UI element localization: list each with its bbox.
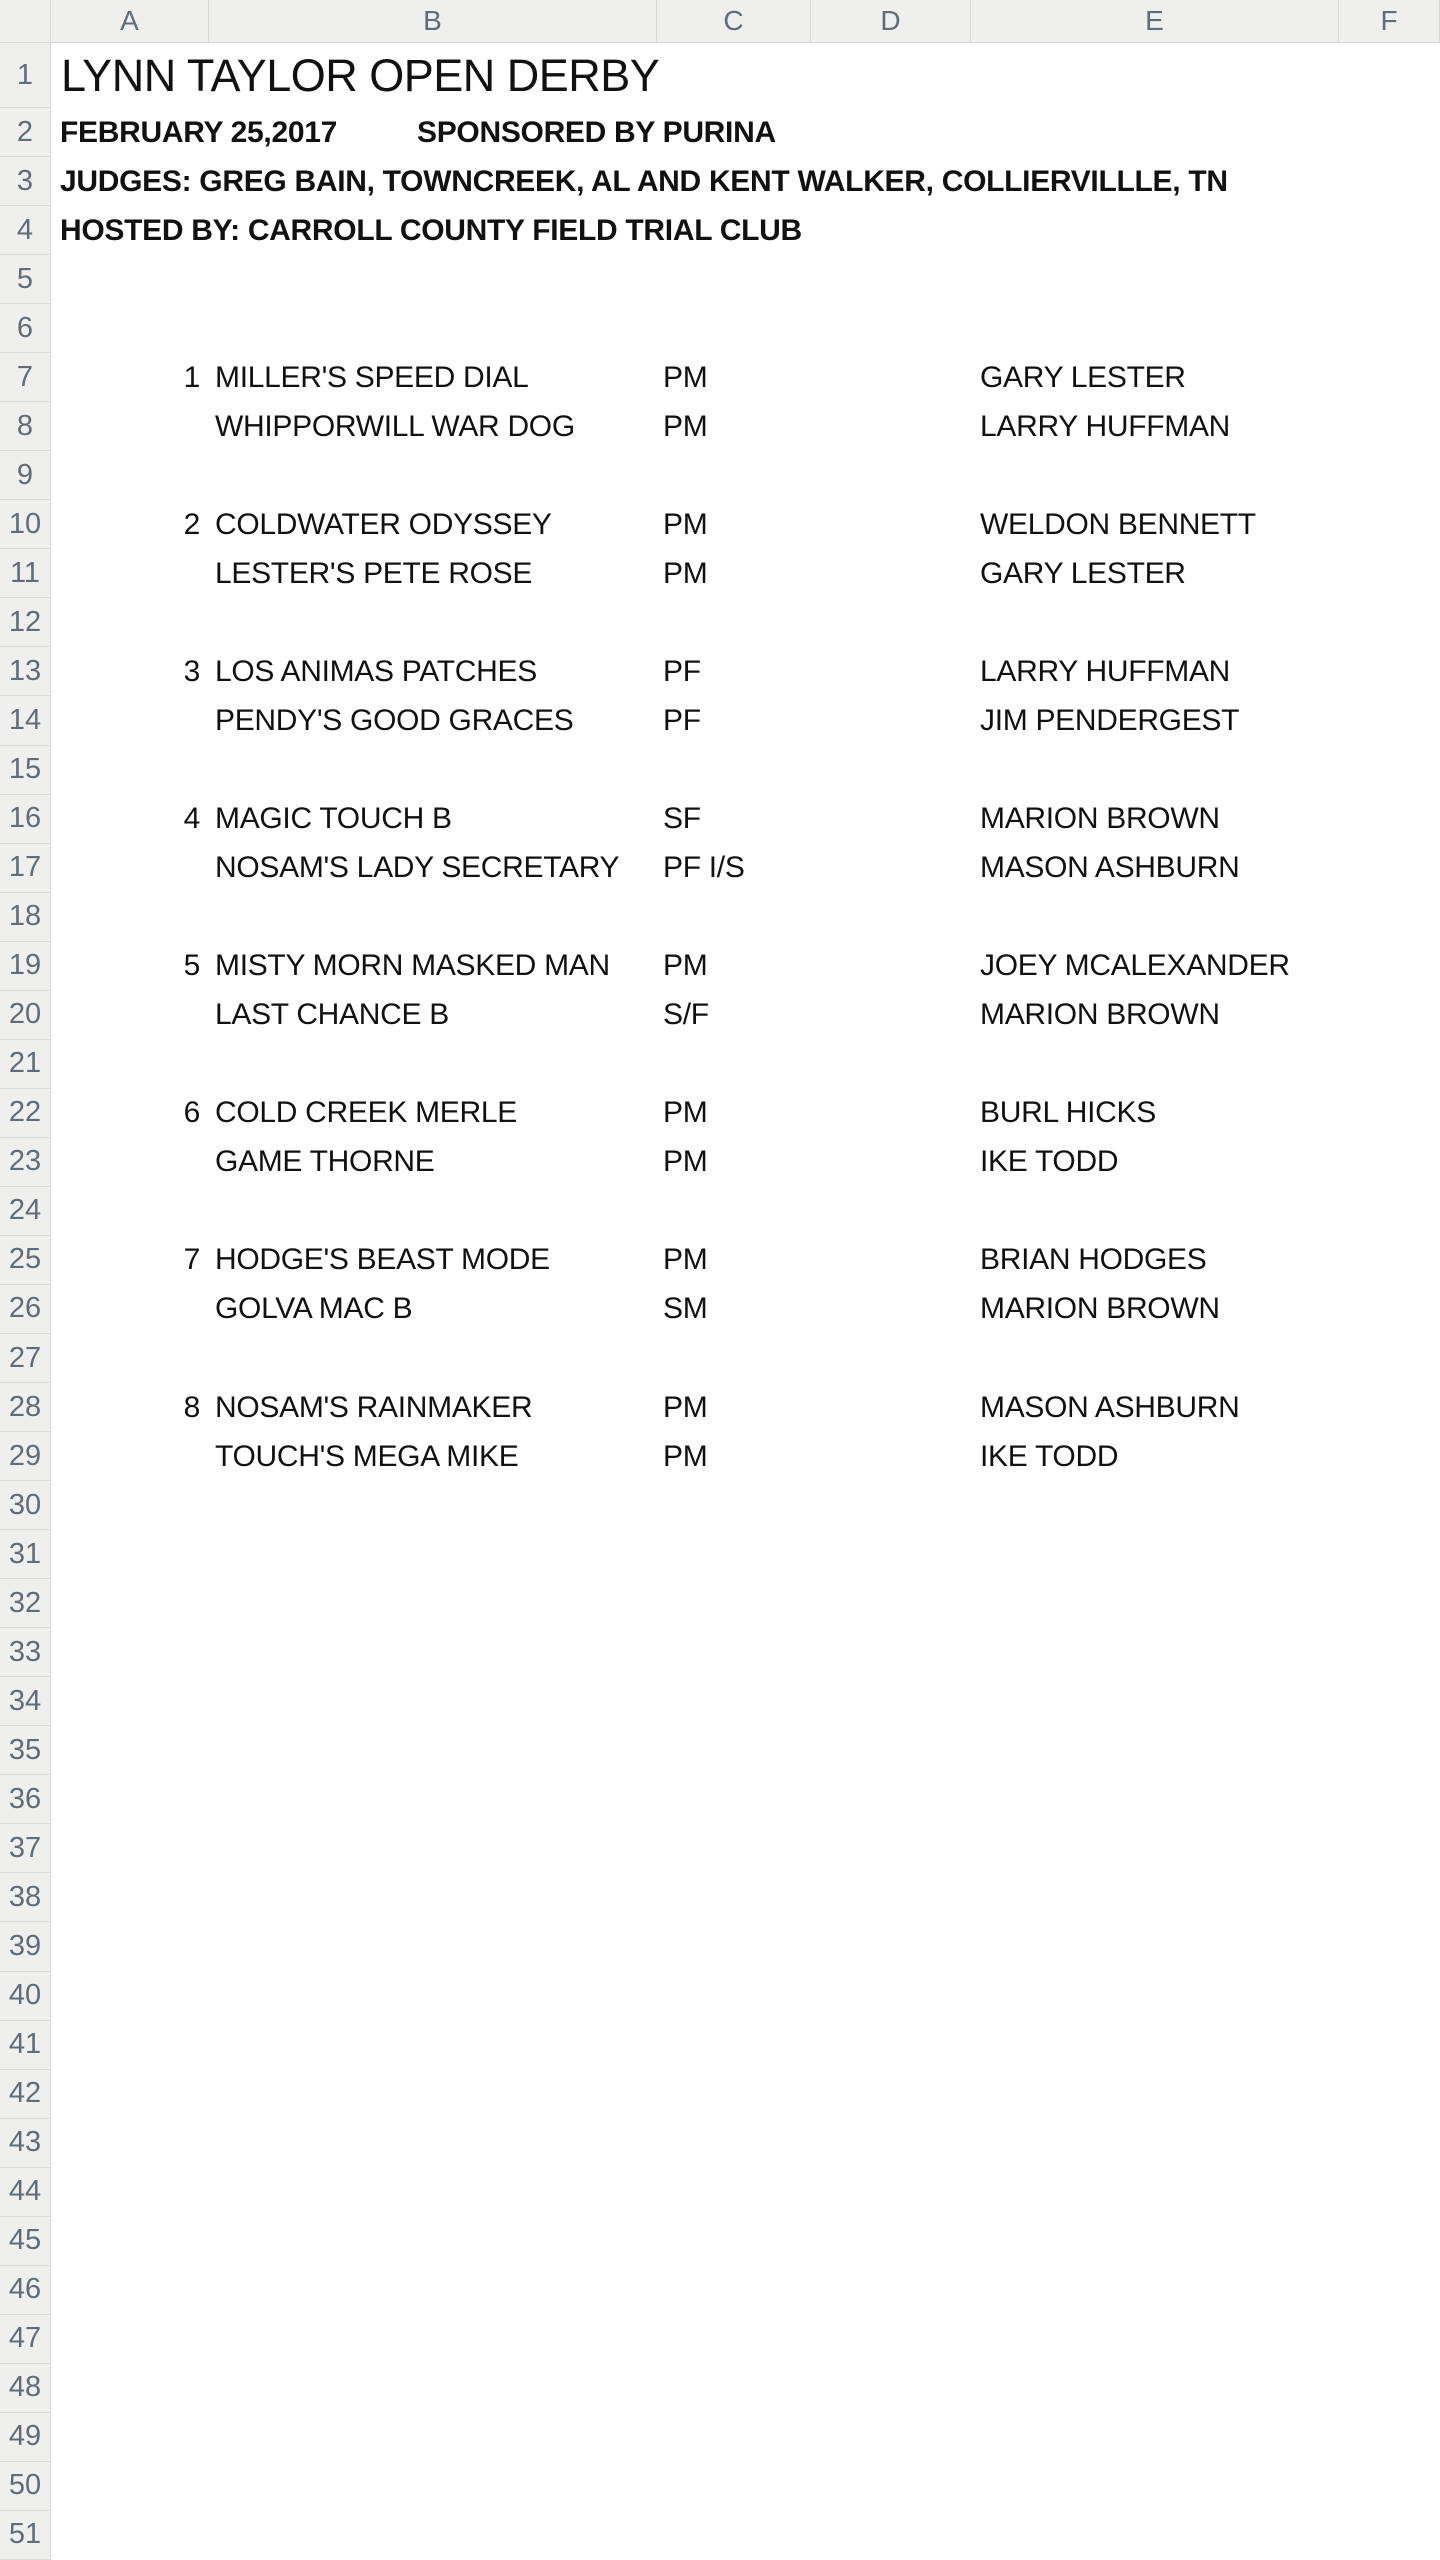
row-header-50[interactable]: 50 — [0, 2462, 50, 2511]
cell-dog-name[interactable]: HODGE'S BEAST MODE — [215, 1243, 550, 1277]
cell-entry-number[interactable]: 1 — [183, 360, 200, 394]
grid-body[interactable] — [51, 43, 1440, 2560]
row-header-24[interactable]: 24 — [0, 1187, 50, 1236]
cell-info-row-3[interactable]: JUDGES: GREG BAIN, TOWNCREEK, AL AND KENT WALKER, COLLIERVILLLE, TN — [60, 164, 1228, 198]
cell-entry-number[interactable]: 3 — [183, 654, 200, 688]
row-header-11[interactable]: 11 — [0, 549, 50, 598]
row-header-2[interactable]: 2 — [0, 108, 50, 157]
row-header-38[interactable]: 38 — [0, 1873, 50, 1922]
row-header-30[interactable]: 30 — [0, 1481, 50, 1530]
row-header-33[interactable]: 33 — [0, 1628, 50, 1677]
cell-sex[interactable]: PF — [663, 703, 701, 737]
cell-entry-number[interactable]: 8 — [183, 1390, 200, 1424]
column-header-A[interactable]: A — [51, 0, 209, 42]
cell-info-row-4[interactable]: HOSTED BY: CARROLL COUNTY FIELD TRIAL CLUB — [60, 213, 802, 247]
cell-handler[interactable]: IKE TODD — [980, 1145, 1119, 1179]
cell-sex[interactable]: PM — [663, 507, 708, 541]
row-header-8[interactable]: 8 — [0, 402, 50, 451]
cell-sex[interactable]: PM — [663, 409, 708, 443]
row-header-39[interactable]: 39 — [0, 1922, 50, 1971]
cell-handler[interactable]: MASON ASHBURN — [980, 1390, 1240, 1424]
row-header-3[interactable]: 3 — [0, 157, 50, 206]
row-header-31[interactable]: 31 — [0, 1530, 50, 1579]
row-header-51[interactable]: 51 — [0, 2511, 50, 2560]
row-header-7[interactable]: 7 — [0, 353, 50, 402]
cell-handler[interactable]: MASON ASHBURN — [980, 851, 1240, 885]
row-header-10[interactable]: 10 — [0, 500, 50, 549]
cell-dog-name[interactable]: WHIPPORWILL WAR DOG — [215, 409, 575, 443]
row-header-19[interactable]: 19 — [0, 942, 50, 991]
row-header-5[interactable]: 5 — [0, 255, 50, 304]
cell-entry-number[interactable]: 6 — [183, 1096, 200, 1130]
column-header-E[interactable]: E — [971, 0, 1339, 42]
cell-sex[interactable]: PM — [663, 1243, 708, 1277]
row-headers — [0, 43, 51, 2560]
cell-sex[interactable]: S/F — [663, 998, 709, 1032]
row-header-36[interactable]: 36 — [0, 1775, 50, 1824]
row-header-40[interactable]: 40 — [0, 1972, 50, 2021]
cell-handler[interactable]: IKE TODD — [980, 1439, 1119, 1473]
cell-sex[interactable]: PM — [663, 360, 708, 394]
row-header-14[interactable]: 14 — [0, 696, 50, 745]
row-header-27[interactable]: 27 — [0, 1334, 50, 1383]
cell-dog-name[interactable]: GOLVA MAC B — [215, 1292, 413, 1326]
cell-sex[interactable]: PM — [663, 1145, 708, 1179]
row-header-41[interactable]: 41 — [0, 2021, 50, 2070]
row-header-6[interactable]: 6 — [0, 304, 50, 353]
cell-dog-name[interactable]: MISTY MORN MASKED MAN — [215, 949, 610, 983]
row-header-23[interactable]: 23 — [0, 1138, 50, 1187]
column-header-F[interactable]: F — [1339, 0, 1440, 42]
cell-entry-number[interactable]: 4 — [183, 802, 200, 836]
row-header-45[interactable]: 45 — [0, 2217, 50, 2266]
column-header-D[interactable]: D — [811, 0, 971, 42]
row-header-44[interactable]: 44 — [0, 2168, 50, 2217]
cell-dog-name[interactable]: COLDWATER ODYSSEY — [215, 507, 552, 541]
cell-dog-name[interactable]: COLD CREEK MERLE — [215, 1096, 517, 1130]
cell-info-row-2[interactable]: FEBRUARY 25,2017 — [60, 115, 337, 149]
row-header-49[interactable]: 49 — [0, 2413, 50, 2462]
row-header-15[interactable]: 15 — [0, 746, 50, 795]
cell-sex[interactable]: PM — [663, 1096, 708, 1130]
cell-dog-name[interactable]: NOSAM'S LADY SECRETARY — [215, 851, 620, 885]
cell-sex[interactable]: PM — [663, 949, 708, 983]
row-header-32[interactable]: 32 — [0, 1579, 50, 1628]
cell-dog-name[interactable]: TOUCH'S MEGA MIKE — [215, 1439, 519, 1473]
cell-dog-name[interactable]: LOS ANIMAS PATCHES — [215, 654, 537, 688]
select-all-corner[interactable] — [0, 0, 51, 42]
row-header-13[interactable]: 13 — [0, 647, 50, 696]
row-header-28[interactable]: 28 — [0, 1383, 50, 1432]
row-header-34[interactable]: 34 — [0, 1677, 50, 1726]
column-headers — [0, 0, 1440, 43]
row-header-4[interactable]: 4 — [0, 206, 50, 255]
row-header-29[interactable]: 29 — [0, 1432, 50, 1481]
cell-sex[interactable]: PM — [663, 556, 708, 590]
row-header-47[interactable]: 47 — [0, 2315, 50, 2364]
row-header-35[interactable]: 35 — [0, 1726, 50, 1775]
cell-entry-number[interactable]: 5 — [183, 949, 200, 983]
cell-sex[interactable]: PM — [663, 1439, 708, 1473]
cell-handler[interactable]: JOEY MCALEXANDER — [980, 949, 1290, 983]
cell-dog-name[interactable]: GAME THORNE — [215, 1145, 435, 1179]
cell-entry-number[interactable]: 7 — [183, 1243, 200, 1277]
row-header-46[interactable]: 46 — [0, 2266, 50, 2315]
row-header-16[interactable]: 16 — [0, 795, 50, 844]
cell-handler[interactable]: GARY LESTER — [980, 556, 1186, 590]
cell-dog-name[interactable]: LAST CHANCE B — [215, 998, 449, 1032]
row-header-17[interactable]: 17 — [0, 844, 50, 893]
cell-dog-name[interactable]: LESTER'S PETE ROSE — [215, 556, 533, 590]
cell-sex[interactable]: PM — [663, 1390, 708, 1424]
row-header-18[interactable]: 18 — [0, 893, 50, 942]
cell-title[interactable]: LYNN TAYLOR OPEN DERBY — [61, 49, 660, 101]
cell-handler[interactable]: LARRY HUFFMAN — [980, 654, 1231, 688]
cell-handler[interactable]: BRIAN HODGES — [980, 1243, 1207, 1277]
row-header-20[interactable]: 20 — [0, 991, 50, 1040]
cell-handler[interactable]: MARION BROWN — [980, 802, 1220, 836]
column-header-B[interactable]: B — [209, 0, 657, 42]
row-header-25[interactable]: 25 — [0, 1236, 50, 1285]
cell-handler[interactable]: MARION BROWN — [980, 998, 1220, 1032]
cell-handler[interactable]: JIM PENDERGEST — [980, 703, 1240, 737]
cell-sex[interactable]: PF — [663, 654, 701, 688]
row-header-9[interactable]: 9 — [0, 451, 50, 500]
row-header-48[interactable]: 48 — [0, 2364, 50, 2413]
row-header-43[interactable]: 43 — [0, 2119, 50, 2168]
cell-sex[interactable]: PF I/S — [663, 851, 745, 885]
cell-handler[interactable]: MARION BROWN — [980, 1292, 1220, 1326]
row-header-1[interactable]: 1 — [0, 43, 50, 108]
row-header-26[interactable]: 26 — [0, 1285, 50, 1334]
row-header-21[interactable]: 21 — [0, 1040, 50, 1089]
row-header-37[interactable]: 37 — [0, 1824, 50, 1873]
row-header-12[interactable]: 12 — [0, 598, 50, 647]
cell-dog-name[interactable]: PENDY'S GOOD GRACES — [215, 703, 574, 737]
column-header-C[interactable]: C — [657, 0, 811, 42]
cell-dog-name[interactable]: NOSAM'S RAINMAKER — [215, 1390, 533, 1424]
cell-entry-number[interactable]: 2 — [183, 507, 200, 541]
cell-dog-name[interactable]: MAGIC TOUCH B — [215, 802, 452, 836]
cell-handler[interactable]: WELDON BENNETT — [980, 507, 1256, 541]
cell-info-row-2-b[interactable]: SPONSORED BY PURINA — [417, 115, 776, 149]
cell-sex[interactable]: SF — [663, 802, 701, 836]
row-header-42[interactable]: 42 — [0, 2070, 50, 2119]
row-header-22[interactable]: 22 — [0, 1089, 50, 1138]
cell-handler[interactable]: LARRY HUFFMAN — [980, 409, 1231, 443]
cell-handler[interactable]: BURL HICKS — [980, 1096, 1156, 1130]
cell-dog-name[interactable]: MILLER'S SPEED DIAL — [215, 360, 529, 394]
cell-sex[interactable]: SM — [663, 1292, 708, 1326]
cell-handler[interactable]: GARY LESTER — [980, 360, 1186, 394]
